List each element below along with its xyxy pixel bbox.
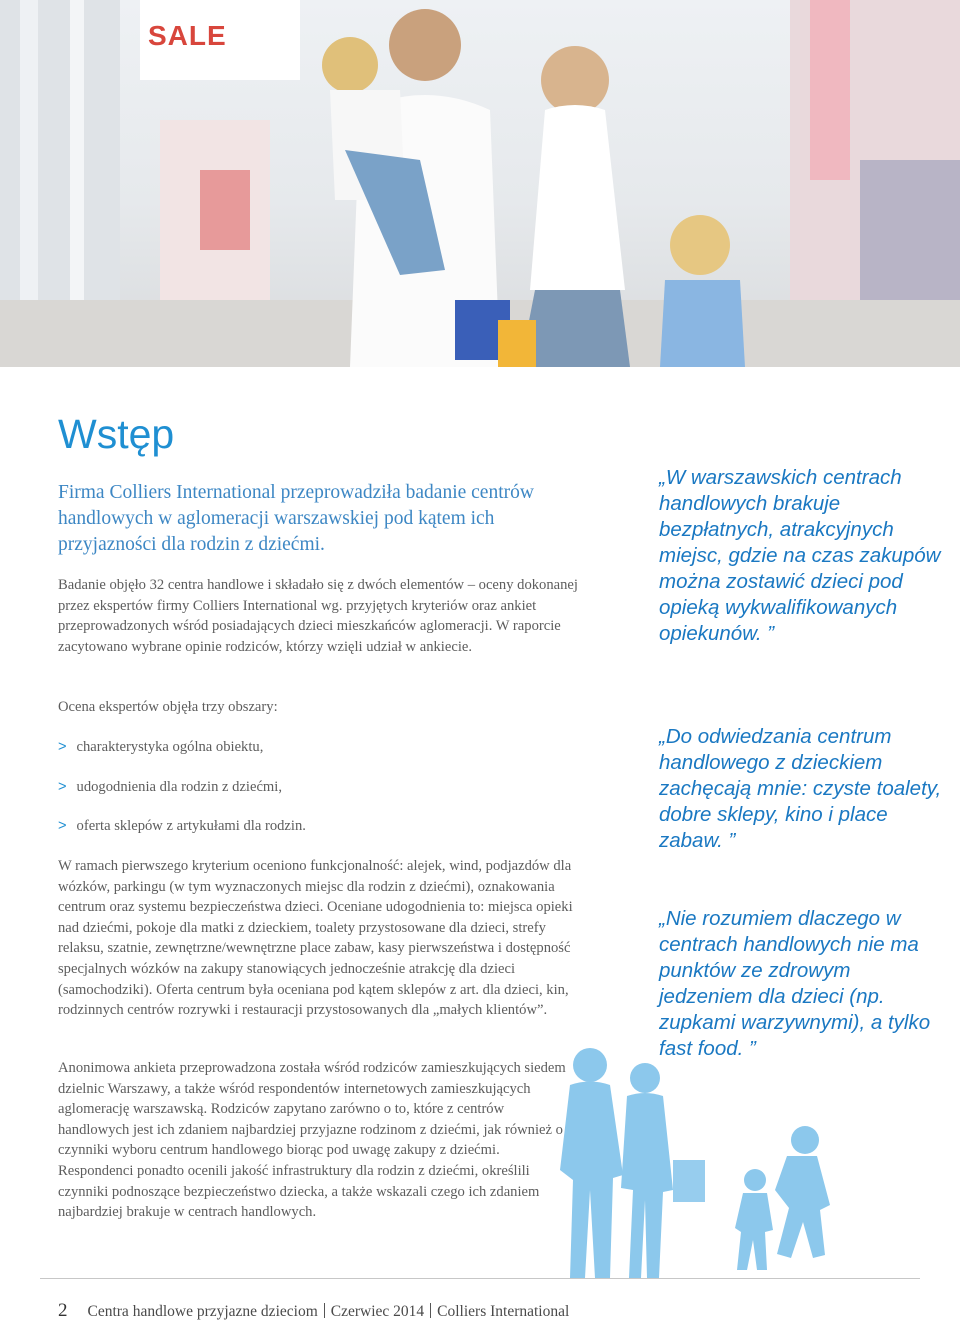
areas-intro: Ocena ekspertów objęła trzy obszary: — [58, 699, 278, 715]
list-item-text: udogodnienia dla rodzin z dziećmi, — [76, 779, 282, 795]
list-item-text: oferta sklepów z artykułami dla rodzin. — [76, 818, 306, 834]
page-title: Wstęp — [58, 411, 175, 457]
page-number: 2 — [58, 1300, 68, 1321]
criteria-paragraph: W ramach pierwszego kryterium oceniono funkcjonalność: alejek, wind, podjazdów dla wózków, parkingu (w tym wyznaczonych miejsc dla rodzin z dziećmi), oznakowania centrum oraz systemu bezpieczeństwa dzieci. Oceniane udogodnienia to: miejsca opieki nad dziećmi, pokoje dla matki z dzieckiem, toalety przystosowane dla dzieci, strefy relaksu, szatnie, zewnętrzne/wewnętrzne place zabaw, kasy pierwszeństwa i dostępność specjalnych wózków na zakupy stanowiących jednocześnie atrakcję dla dzieci (samochodziki). Oferta centrum była oceniana pod kątem sklepów z art. dla dzieci, kin, rodzinnych centrów rozrywki i restauracji przystosowanych dla „małych klientów”. — [58, 858, 573, 1019]
intro-paragraph: Badanie objęło 32 centra handlowe i składało się z dwóch elementów – oceny dokonanej przez ekspertów firmy Colliers International wg. przyjętych kryteriów oraz ankiet przeprowadzonych wśród posiadających dzieci mieszkańców aglomeracji. W raporcie zacytowano wybrane opinie rodziców, którzy wzięli udział w ankiecie. — [58, 577, 578, 655]
survey-paragraph: Anonimowa ankieta przeprowadzona została wśród rodziców zamieszkujących siedem dzielnic Warszawy, a także wśród respondentów internetowych zamieszkujących aglomerację warszawską. Rodziców zapytano zarówno o to, które z centrów handlowych jest ich zdaniem najbardziej przyjazne rodzinom z dziećmi, jak również o czynniki wyboru centrum handlowego biorąc pod uwagę zakupy z dziećmi. Respondenci ponadto ocenili jakość infrastruktury dla rodzin z dziećmi, określili czynniki podnoszące bezpieczeństwo dziecka, a także wskazali czego ich zdaniem najbardziej brakuje w centrach handlowych. — [58, 1060, 566, 1221]
hero-photo — [0, 0, 960, 367]
pull-quote: „Nie rozumiem dlaczego w centrach handlowych nie ma punktów ze zdrowym jedzeniem dla dzieci (np. zupkami warzywnymi), a tylko fast food. ” — [659, 907, 931, 1060]
footer-date: Czerwiec 2014 — [330, 1303, 425, 1320]
lead-paragraph: Firma Colliers International przeprowadziła badanie centrów handlowych w aglomeracji warszawskiej pod kątem ich przyjazności dla rodzin z dziećmi. — [58, 482, 534, 555]
list-item — [58, 737, 263, 757]
page-footer — [58, 1300, 569, 1322]
footer-publication: Centra handlowe przyjazne dzieciom — [87, 1303, 318, 1320]
footer-separator — [324, 1303, 325, 1318]
bullet-marker-icon: > — [58, 818, 67, 834]
footer-divider — [40, 1278, 920, 1279]
footer-company: Colliers International — [437, 1303, 570, 1320]
family-silhouette-icon — [555, 1040, 855, 1278]
footer-separator — [430, 1303, 431, 1318]
bullet-marker-icon: > — [58, 739, 67, 755]
list-item-text: charakterystyka ogólna obiektu, — [76, 739, 264, 755]
list-item — [58, 816, 306, 836]
bullet-marker-icon: > — [58, 779, 67, 795]
sale-sign: SALE — [148, 20, 227, 51]
pull-quote: „W warszawskich centrach handlowych brakuje bezpłatnych, atrakcyjnych miejsc, gdzie na czas zakupów można zostawić dzieci pod opieką wykwalifikowanych opiekunów. ” — [659, 466, 941, 645]
pull-quote: „Do odwiedzania centrum handlowego z dzieckiem zachęcają mnie: czyste toalety, dobre sklepy, kino i place zabaw. ” — [659, 725, 942, 852]
hero-illustration — [0, 0, 960, 367]
list-item — [58, 777, 282, 797]
